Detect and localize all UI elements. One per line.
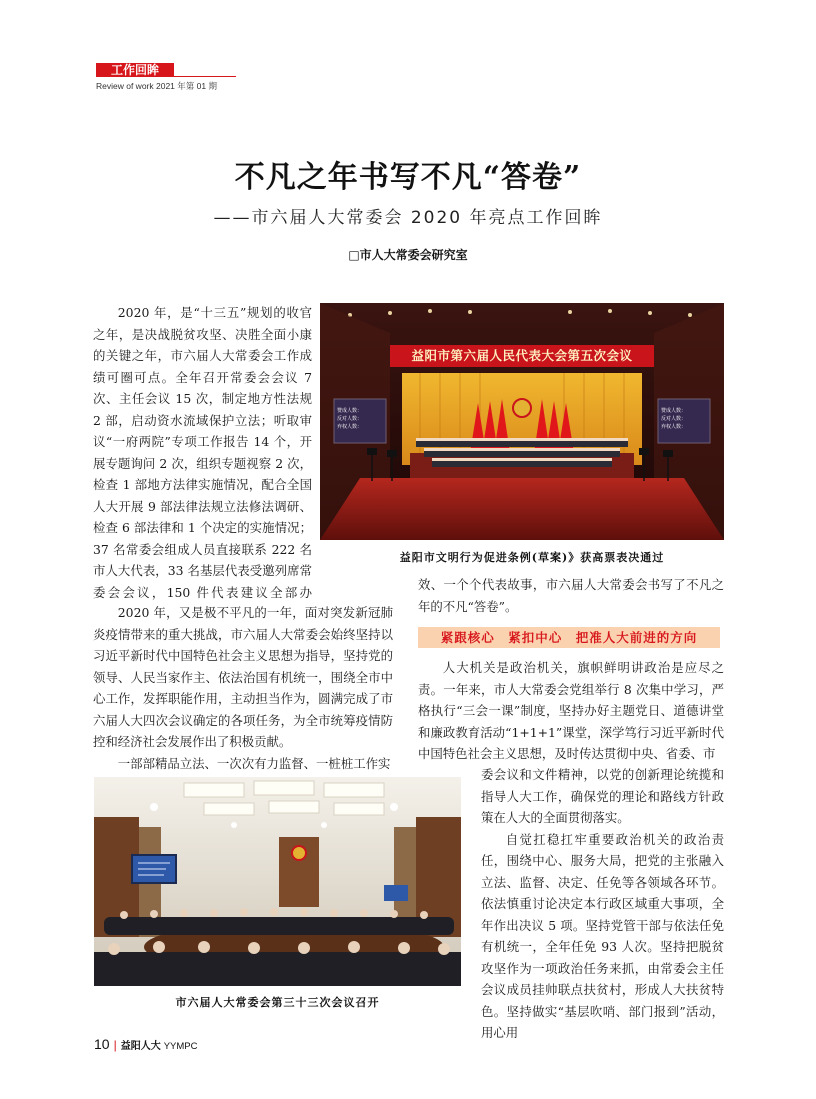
national-emblem-icon (513, 399, 531, 417)
section-heading: 紧跟核心 紧扣中心 把准人大前进的方向 (418, 627, 720, 648)
paragraph-3-start: 一部部精品立法、一次次有力监督、一桩桩工作实 (117, 755, 391, 771)
paragraph-4-continued (481, 764, 724, 1044)
left-vote-screen (337, 407, 385, 431)
screen-line: 赞成人数： (661, 408, 687, 414)
page-footer (94, 1036, 198, 1052)
paragraph-3-cont-text: 效、一个个代表故事，市六届人大常委会书写了不凡之年的不凡“答卷”。 (418, 577, 724, 614)
page-number: 10 (94, 1036, 110, 1052)
right-vote-screen (661, 407, 709, 431)
paragraph-4 (418, 657, 724, 765)
paragraph-5-text: 自觉扛稳扛牢重要政治机关的政治责任，围绕中心、服务大局，把党的主张融入立法、监督、决定、任免等各领域各环节。依法慎重讨论决定本行政区域重大事项，全年作出决议 5 项。坚持党管干部与依法任免有机统一，全年任免 93 人次。坚持把脱贫攻坚作为一项政治任务来抓，由常委会主任会议成员挂帅联点扶贫村，形成人大扶贫特色。坚持做实“基层吹哨、部门报到”活动，用心用 (481, 831, 724, 1040)
intro-paragraph (93, 302, 312, 602)
committee-meeting-photo (94, 777, 461, 986)
screen-line: 反对人数： (337, 416, 363, 422)
intro-text: 2020 年，是“十三五”规划的收官之年，是决战脱贫攻坚、决胜全面小康的关键之年，市六届人大常委会工作成绩可圈可点。全年召开常委会会议 7 次、主任会议 15 次，制定地方性法规 2 部，启动资水流域保护立法；听取审议“一府两院”专项工作报告 14 个，开展专题询问 2 次，组织专题视察 2 次，检查 1 部地方法律实施情况，配合全国人大开展 9 部法律法规立法修法调研、检查 6 部法律和 1 个决定的实施情况；37 名常委会组成人员直接联系 222 名市人大代表，33 名基层代表受邀列席常委会会议，150 件代表建议全部办 (93, 305, 312, 600)
photo2-caption: 市六届人大常委会第三十三次会议召开 (175, 996, 380, 1009)
paragraph-2020 (93, 602, 393, 774)
meeting-room-illustration (94, 777, 461, 986)
screen-line: 弃权人数： (661, 424, 687, 430)
article-subtitle: ——市六届人大常委会 2020 年亮点工作回眸 (213, 208, 603, 228)
footer-divider: | (113, 1038, 117, 1052)
paragraph-4-text: 人大机关是政治机关，旗帜鲜明讲政治是应尽之责。一年来，市人大常委会党组举行 8 次集中学习，严格执行“三会一课”制度，坚持办好主题党日、道德讲堂和廉政教育活动“1+1+1”课堂，深学笃行习近平新时代中国特色社会主义思想，及时传达贯彻中央、省委、市 (418, 660, 724, 761)
photo1-banner: 益阳市第六届人民代表大会第五次会议 (411, 348, 633, 363)
photo1-caption: 益阳市文明行为促进条例(草案)》获高票表决通过 (399, 551, 665, 564)
paragraph-2020-text: 2020 年，又是极不平凡的一年，面对突发新冠肺炎疫情带来的重大挑战，市六届人大常委会始终坚持以习近平新时代中国特色社会主义思想为指导，坚持党的领导、人民当家作主、依法治国有机统一，围绕全市中心工作，发挥职能作用，主动担当作为，圆满完成了市六届人大四次会议确定的各项任务，为全市统筹疫情防控和经济社会发展作出了积极贡献。 (93, 605, 393, 749)
screen-line: 弃权人数： (337, 424, 363, 430)
article-title: 不凡之年书写不凡“答卷” (234, 160, 582, 195)
screen-line: 反对人数： (661, 416, 687, 422)
magazine-name: 益阳人大 (120, 1041, 161, 1052)
paragraph-3-continued (418, 574, 724, 617)
issue-line: Review of work 2021 年第 01 期 (96, 81, 217, 91)
header-rule (174, 76, 236, 77)
section-badge: 工作回眸 (96, 63, 174, 77)
paragraph-4-cont-text: 委会议和文件精神，以党的创新理论统揽和指导人大工作，确保党的理论和路线方针政策在人大的全面贯彻落实。 (481, 767, 724, 825)
congress-session-photo (320, 303, 724, 540)
emblem-icon (292, 846, 306, 860)
magazine-abbr: YYMPC (163, 1041, 198, 1052)
screen-line: 赞成人数： (337, 408, 363, 414)
article-author: □市人大常委会研究室 (348, 248, 468, 262)
